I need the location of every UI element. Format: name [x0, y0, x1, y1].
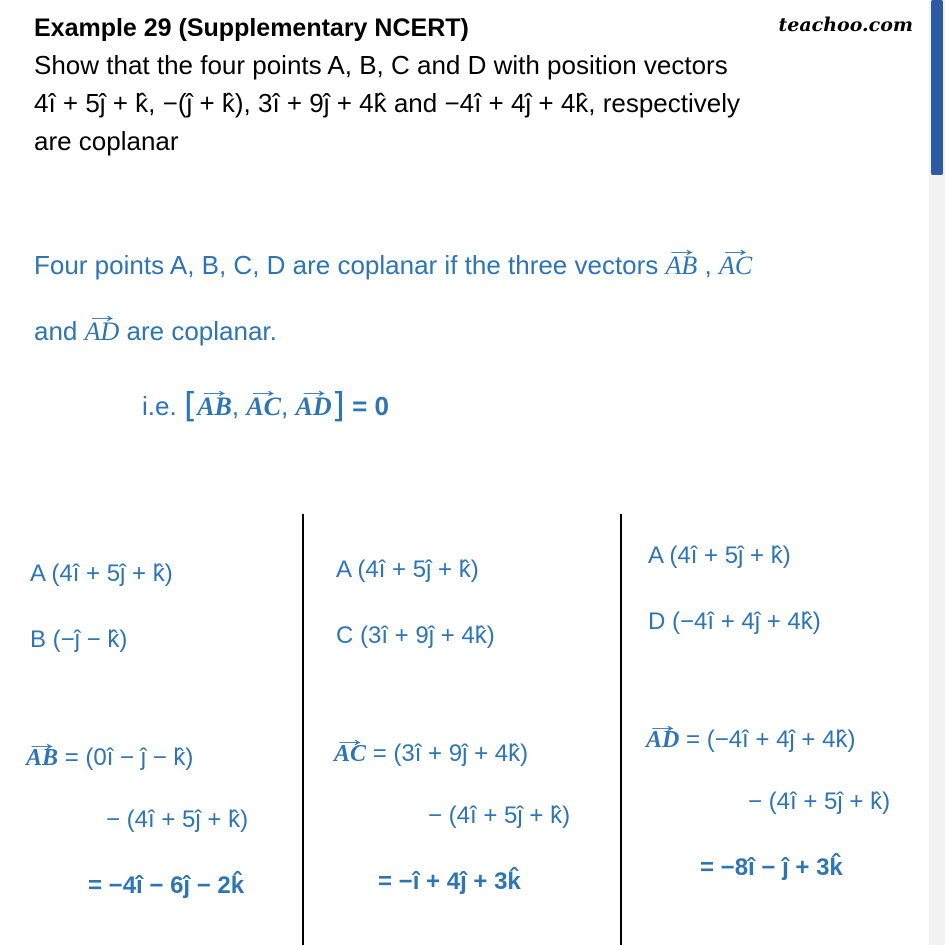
statement-line-2 — [34, 316, 277, 347]
question-line-2: 4î + 5ĵ + k̂, −(ĵ + k̂), 3î + 9ĵ + 4k̂ and −4î + 4ĵ + 4k̂, respectively — [34, 88, 740, 118]
col1-result: = −4î − 6ĵ − 2k̂ — [88, 872, 245, 899]
vector-ab-label: AB → — [666, 251, 698, 281]
brand-logo: teachoo.com — [778, 14, 913, 36]
bracket-open: [ — [183, 386, 198, 426]
col1-point-a: A (4î + 5ĵ + k̂) — [30, 560, 173, 587]
col1-calc-line-1 — [26, 744, 193, 772]
bp-sep-2: , — [281, 391, 289, 421]
col2-vector-label: AC → — [334, 741, 366, 768]
statement-text-1: Four points A, B, C, D are coplanar if the three vectors — [34, 250, 659, 280]
page-title: Example 29 (Supplementary NCERT) — [34, 14, 469, 42]
col2-calc-1: = (3î + 9ĵ + 4k̂) — [372, 740, 529, 767]
col3-calc-line-1 — [646, 726, 855, 754]
col3-point-d: D (−4î + 4ĵ + 4k̂) — [648, 608, 821, 635]
col3-calc-1: = (−4î + 4ĵ + 4k̂) — [686, 726, 856, 753]
col3-calc-2: − (4î + 5ĵ + k̂) — [748, 788, 891, 815]
col1-point-b: B (−ĵ − k̂) — [30, 626, 128, 653]
box-product-condition — [142, 386, 389, 426]
col2-calc-line-1 — [334, 740, 528, 768]
col3-result: = −8î − ĵ + 3k̂ — [700, 854, 843, 881]
column-divider-1 — [302, 514, 304, 945]
col1-calc-2: − (4î + 5ĵ + k̂) — [106, 806, 249, 833]
col1-vector-label: AB → — [26, 745, 58, 772]
statement-line-1 — [34, 250, 752, 281]
statement-text-3: are coplanar. — [126, 316, 277, 346]
vector-ac-label: AC → — [719, 251, 752, 281]
col2-point-c: C (3î + 9ĵ + 4k̂) — [336, 622, 495, 649]
ie-prefix: i.e. — [142, 391, 177, 421]
bp-vector-ab: AB → — [197, 392, 232, 422]
col2-calc-2: − (4î + 5ĵ + k̂) — [428, 802, 571, 829]
equals-zero: = 0 — [352, 391, 389, 421]
bp-vector-ad: AD → — [296, 392, 332, 422]
col2-result: = −î + 4ĵ + 3k̂ — [378, 868, 521, 895]
col2-point-a: A (4î + 5ĵ + k̂) — [336, 556, 479, 583]
scrollbar-track[interactable] — [929, 0, 945, 945]
bp-vector-ac: AC → — [246, 392, 281, 422]
col1-calc-1: = (0î − ĵ − k̂) — [64, 744, 194, 771]
scrollbar-thumb[interactable] — [931, 0, 943, 175]
col3-point-a: A (4î + 5ĵ + k̂) — [648, 542, 791, 569]
bp-sep-1: , — [231, 391, 240, 421]
bracket-close: ] — [331, 386, 345, 426]
statement-text-2: and — [34, 316, 78, 346]
statement-comma: , — [704, 250, 712, 280]
question-line-1: Show that the four points A, B, C and D with position vectors — [34, 50, 728, 80]
col3-vector-label: AD → — [646, 727, 679, 754]
question-line-3: are coplanar — [34, 126, 179, 156]
vector-ad-label: AD → — [85, 317, 120, 347]
column-divider-2 — [620, 514, 622, 945]
